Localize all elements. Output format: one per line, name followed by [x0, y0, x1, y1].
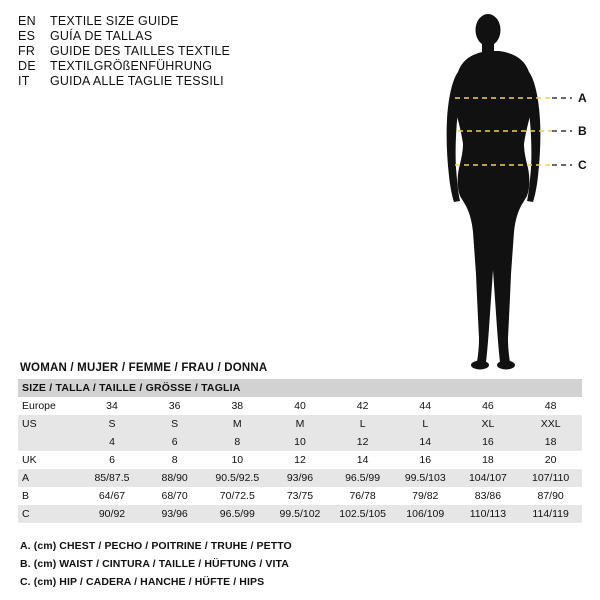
title-row-it: [18, 74, 348, 88]
row-value: 12: [331, 433, 394, 451]
row-value: 14: [331, 451, 394, 469]
row-value: 16: [457, 433, 520, 451]
row-value: S: [143, 415, 206, 433]
table-row: [18, 415, 582, 433]
row-value: 34: [81, 397, 144, 415]
row-value: S: [81, 415, 144, 433]
row-label: [18, 433, 81, 451]
marker-label-c: C: [578, 158, 587, 172]
row-label: B: [18, 487, 81, 505]
row-value: 6: [81, 451, 144, 469]
row-value: 87/90: [519, 487, 582, 505]
table-caption: WOMAN / MUJER / FEMME / FRAU / DONNA: [20, 362, 268, 374]
row-value: 18: [457, 451, 520, 469]
language-code-es: ES: [18, 29, 36, 43]
title-row-es: [18, 29, 348, 43]
row-value: 73/75: [269, 487, 332, 505]
table-header-row: [18, 379, 582, 397]
row-label: A: [18, 469, 81, 487]
row-value: M: [206, 415, 269, 433]
row-value: 8: [206, 433, 269, 451]
row-value: 36: [143, 397, 206, 415]
row-value: 10: [206, 451, 269, 469]
row-value: 114/119: [519, 505, 582, 523]
title-block: [18, 14, 348, 89]
row-value: L: [331, 415, 394, 433]
table-row: [18, 469, 582, 487]
table-row: [18, 397, 582, 415]
row-value: 96.5/99: [331, 469, 394, 487]
title-text-en: TEXTILE SIZE GUIDE: [50, 14, 179, 28]
title-text-de: TEXTILGRÖßENFÜHRUNG: [50, 59, 213, 73]
row-value: 93/96: [143, 505, 206, 523]
row-value: XL: [457, 415, 520, 433]
row-label: Europe: [18, 397, 81, 415]
row-value: 96.5/99: [206, 505, 269, 523]
row-value: 104/107: [457, 469, 520, 487]
row-label: UK: [18, 451, 81, 469]
row-value: 99.5/102: [269, 505, 332, 523]
table-row: [18, 505, 582, 523]
table-row: [18, 451, 582, 469]
title-text-fr: GUIDE DES TAILLES TEXTILE: [50, 44, 231, 58]
row-value: 83/86: [457, 487, 520, 505]
language-code-de: DE: [18, 59, 36, 73]
row-value: 16: [394, 451, 457, 469]
language-code-it: IT: [18, 74, 30, 88]
row-value: 85/87.5: [81, 469, 144, 487]
row-value: 14: [394, 433, 457, 451]
size-table-block: [18, 362, 582, 523]
row-value: 79/82: [394, 487, 457, 505]
row-value: 10: [269, 433, 332, 451]
row-value: 70/72.5: [206, 487, 269, 505]
table-row: [18, 433, 582, 451]
row-value: XXL: [519, 415, 582, 433]
title-row-fr: [18, 44, 348, 58]
title-row-en: [18, 14, 348, 28]
row-value: 102.5/105: [331, 505, 394, 523]
row-label: US: [18, 415, 81, 433]
row-value: 38: [206, 397, 269, 415]
row-value: 90.5/92.5: [206, 469, 269, 487]
legend-item-c: C. (cm) HIP / CADERA / HANCHE / HÜFTE / HIPS: [20, 576, 265, 588]
title-text-es: GUÍA DE TALLAS: [50, 29, 153, 43]
row-value: L: [394, 415, 457, 433]
row-value: 64/67: [81, 487, 144, 505]
legend-item-a: A. (cm) CHEST / PECHO / POITRINE / TRUHE / PETTO: [20, 540, 292, 552]
size-table: [18, 379, 582, 523]
title-text-it: GUIDA ALLE TAGLIE TESSILI: [50, 74, 224, 88]
female-body-figure: [400, 8, 600, 378]
row-value: 107/110: [519, 469, 582, 487]
language-code-fr: FR: [18, 44, 36, 58]
row-value: 40: [269, 397, 332, 415]
body-silhouette-icon: [447, 14, 541, 370]
row-value: 48: [519, 397, 582, 415]
row-value: 20: [519, 451, 582, 469]
row-value: 110/113: [457, 505, 520, 523]
row-value: 90/92: [81, 505, 144, 523]
language-code-en: EN: [18, 14, 36, 28]
marker-label-a: A: [578, 91, 587, 105]
table-header-label: SIZE / TALLA / TAILLE / GRÖSSE / TAGLIA: [18, 379, 582, 397]
row-value: 93/96: [269, 469, 332, 487]
row-value: 88/90: [143, 469, 206, 487]
row-value: 6: [143, 433, 206, 451]
row-value: 42: [331, 397, 394, 415]
row-value: 8: [143, 451, 206, 469]
measurement-legend: [20, 540, 580, 594]
row-value: 4: [81, 433, 144, 451]
row-label: C: [18, 505, 81, 523]
row-value: 46: [457, 397, 520, 415]
table-row: [18, 487, 582, 505]
row-value: 99.5/103: [394, 469, 457, 487]
row-value: 68/70: [143, 487, 206, 505]
row-value: 44: [394, 397, 457, 415]
row-value: 76/78: [331, 487, 394, 505]
title-row-de: [18, 59, 348, 73]
row-value: M: [269, 415, 332, 433]
row-value: 18: [519, 433, 582, 451]
row-value: 106/109: [394, 505, 457, 523]
row-value: 12: [269, 451, 332, 469]
marker-label-b: B: [578, 124, 587, 138]
legend-item-b: B. (cm) WAIST / CINTURA / TAILLE / HÜFTUNG / VITA: [20, 558, 289, 570]
